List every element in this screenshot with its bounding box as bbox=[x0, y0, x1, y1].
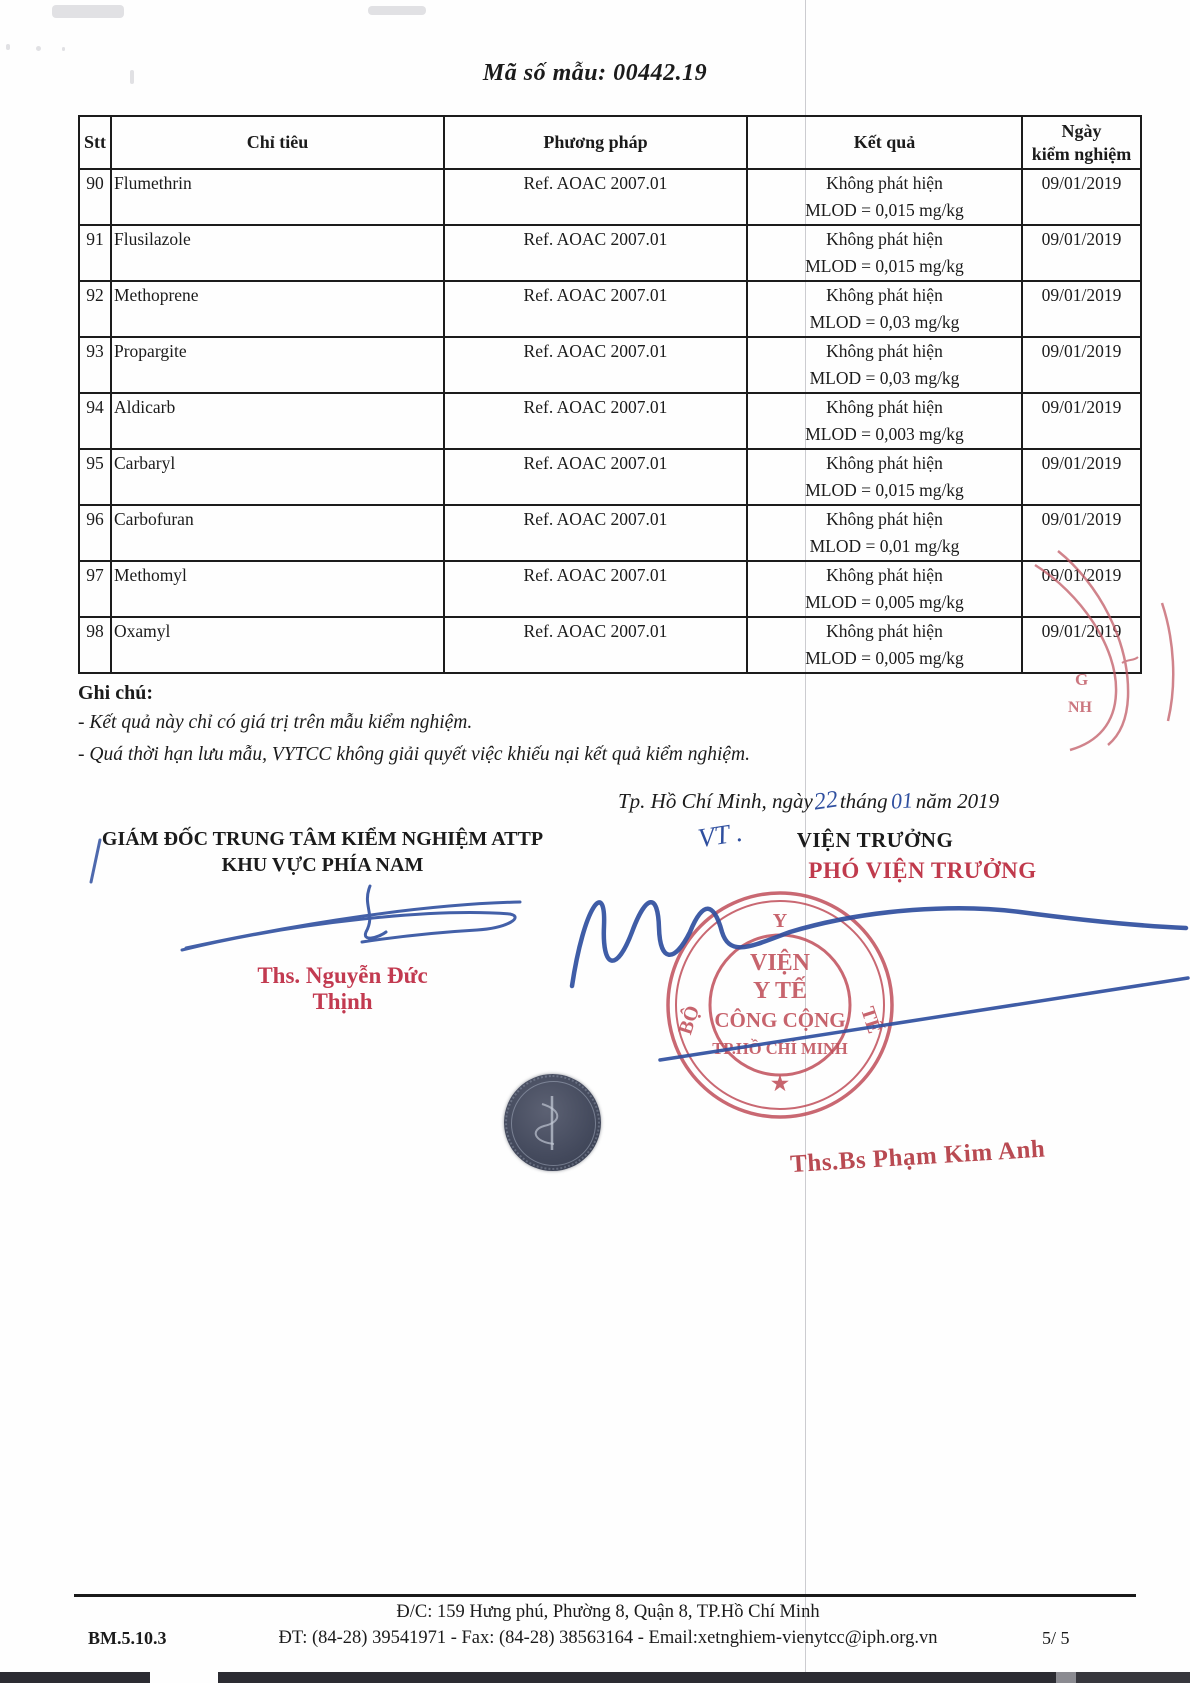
scan-edge-bar bbox=[1076, 1672, 1190, 1683]
date-cell: 09/01/2019 bbox=[1022, 337, 1141, 393]
scan-edge-bar bbox=[218, 1672, 1056, 1683]
scan-speck bbox=[62, 47, 65, 51]
scan-smudge bbox=[368, 6, 426, 15]
stt-cell: 92 bbox=[79, 281, 111, 337]
partial-stamp-letters: G bbox=[1075, 670, 1089, 689]
method-cell: Ref. AOAC 2007.01 bbox=[444, 393, 747, 449]
signature-stroke bbox=[186, 902, 520, 948]
result-cell bbox=[747, 337, 1022, 393]
result-detected: Không phát hiện bbox=[826, 621, 943, 641]
method-cell: Ref. AOAC 2007.01 bbox=[444, 337, 747, 393]
criteria-cell: Carbofuran bbox=[111, 505, 444, 561]
stamp-line4: TP.HỒ CHÍ MINH bbox=[712, 1039, 848, 1058]
result-mlod: MLOD = 0,003 mg/kg bbox=[805, 424, 964, 444]
table-row bbox=[79, 393, 1141, 449]
date-cell: 09/01/2019 bbox=[1022, 617, 1141, 673]
result-detected: Không phát hiện bbox=[826, 565, 943, 585]
method-cell: Ref. AOAC 2007.01 bbox=[444, 617, 747, 673]
criteria-cell: Oxamyl bbox=[111, 617, 444, 673]
notes-title: Ghi chú: bbox=[78, 682, 154, 704]
result-detected: Không phát hiện bbox=[826, 397, 943, 417]
header-date-line2: kiểm nghiệm bbox=[1031, 143, 1132, 164]
note-item: - Kết quả này chỉ có giá trị trên mẫu kiểm nghiệm. bbox=[78, 712, 473, 733]
criteria-cell: Methoprene bbox=[111, 281, 444, 337]
stt-cell: 98 bbox=[79, 617, 111, 673]
signing-date-line bbox=[618, 788, 1138, 815]
scan-speck bbox=[6, 44, 10, 50]
stt-cell: 91 bbox=[79, 225, 111, 281]
partial-red-stamp bbox=[980, 515, 1190, 750]
scan-smudge bbox=[52, 5, 124, 18]
stt-cell: 90 bbox=[79, 169, 111, 225]
result-detected: Không phát hiện bbox=[826, 229, 943, 249]
criteria-cell: Propargite bbox=[111, 337, 444, 393]
date-mid: tháng bbox=[839, 789, 888, 813]
stamp-line1: VIỆN bbox=[749, 950, 811, 976]
result-cell bbox=[747, 393, 1022, 449]
result-cell bbox=[747, 225, 1022, 281]
criteria-cell: Flumethrin bbox=[111, 169, 444, 225]
table-row bbox=[79, 281, 1141, 337]
handwritten-month: 01 bbox=[889, 787, 914, 814]
stamp-ring-top: Y bbox=[772, 910, 788, 932]
signature-stroke bbox=[660, 978, 1188, 1060]
handwritten-vt: VT . bbox=[695, 816, 745, 854]
scan-edge-bar bbox=[1056, 1672, 1076, 1683]
left-title-line2: KHU VỰC PHÍA NAM bbox=[221, 854, 424, 877]
table-header-row bbox=[79, 116, 1141, 169]
method-cell: Ref. AOAC 2007.01 bbox=[444, 561, 747, 617]
date-suffix: năm 2019 bbox=[915, 789, 1000, 813]
partial-stamp-letters: NH bbox=[1068, 699, 1092, 716]
header-stt: Stt bbox=[79, 116, 111, 169]
date-prefix: Tp. Hồ Chí Minh, ngày bbox=[618, 789, 813, 813]
result-mlod: MLOD = 0,005 mg/kg bbox=[805, 648, 964, 668]
handwritten-day: 22 bbox=[812, 786, 840, 816]
result-cell bbox=[747, 449, 1022, 505]
method-cell: Ref. AOAC 2007.01 bbox=[444, 281, 747, 337]
stamp-ring-right: TẾ bbox=[856, 1004, 886, 1037]
footer-address: Đ/C: 159 Hưng phú, Phường 8, Quận 8, TP.Hồ Chí Minh bbox=[396, 1602, 820, 1622]
stamp-line3: CÔNG CỘNG bbox=[714, 1008, 846, 1032]
institute-seal bbox=[504, 1074, 601, 1171]
stt-cell: 96 bbox=[79, 505, 111, 561]
table-row bbox=[79, 225, 1141, 281]
header-method: Phương pháp bbox=[444, 116, 747, 169]
result-detected: Không phát hiện bbox=[826, 341, 943, 361]
header-criteria: Chỉ tiêu bbox=[111, 116, 444, 169]
date-cell: 09/01/2019 bbox=[1022, 505, 1141, 561]
date-cell: 09/01/2019 bbox=[1022, 169, 1141, 225]
note-item: - Quá thời hạn lưu mẫu, VYTCC không giải quyết việc khiếu nại kết quả kiểm nghiệm. bbox=[78, 744, 751, 765]
sample-code-title: Mã số mẫu: 00442.19 bbox=[482, 60, 708, 86]
criteria-cell: Aldicarb bbox=[111, 393, 444, 449]
date-cell: 09/01/2019 bbox=[1022, 225, 1141, 281]
footer-contact: ĐT: (84-28) 39541971 - Fax: (84-28) 38563164 - Email:xetnghiem-vienytcc@iph.org.vn bbox=[278, 1628, 938, 1648]
stt-cell: 93 bbox=[79, 337, 111, 393]
right-signer-name: Ths.Bs Phạm Kim Anh bbox=[789, 1135, 1047, 1179]
header-result: Kết quả bbox=[747, 116, 1022, 169]
date-cell: 09/01/2019 bbox=[1022, 281, 1141, 337]
right-signature-ink bbox=[540, 868, 1190, 1080]
date-cell: 09/01/2019 bbox=[1022, 561, 1141, 617]
page-number: 5/ 5 bbox=[1042, 1628, 1070, 1648]
seal-inner-ring bbox=[511, 1081, 596, 1166]
stt-cell: 94 bbox=[79, 393, 111, 449]
result-detected: Không phát hiện bbox=[826, 173, 943, 193]
date-cell: 09/01/2019 bbox=[1022, 449, 1141, 505]
header-date bbox=[1022, 116, 1141, 169]
result-mlod: MLOD = 0,005 mg/kg bbox=[805, 592, 964, 612]
result-detected: Không phát hiện bbox=[826, 509, 943, 529]
stamp-arc bbox=[1162, 603, 1173, 721]
result-mlod: MLOD = 0,01 mg/kg bbox=[809, 536, 960, 556]
result-cell bbox=[747, 169, 1022, 225]
result-mlod: MLOD = 0,03 mg/kg bbox=[809, 312, 960, 332]
method-cell: Ref. AOAC 2007.01 bbox=[444, 449, 747, 505]
stamp-arc bbox=[1035, 565, 1116, 750]
form-code: BM.5.10.3 bbox=[88, 1628, 167, 1648]
stt-cell: 95 bbox=[79, 449, 111, 505]
left-signer-name: Ths. Nguyễn Đức Thịnh bbox=[257, 963, 428, 1014]
stamp-ring-left: BỘ bbox=[674, 1003, 705, 1038]
table-row bbox=[79, 169, 1141, 225]
right-title-deputy: PHÓ VIỆN TRƯỞNG bbox=[808, 858, 1037, 883]
left-signer-title bbox=[100, 826, 545, 879]
stt-cell: 97 bbox=[79, 561, 111, 617]
criteria-cell: Flusilazole bbox=[111, 225, 444, 281]
method-cell: Ref. AOAC 2007.01 bbox=[444, 505, 747, 561]
result-mlod: MLOD = 0,03 mg/kg bbox=[809, 368, 960, 388]
criteria-cell: Carbaryl bbox=[111, 449, 444, 505]
left-signature-ink bbox=[172, 882, 527, 957]
method-cell: Ref. AOAC 2007.01 bbox=[444, 225, 747, 281]
scan-speck bbox=[36, 46, 41, 51]
right-title-director: VIỆN TRƯỞNG bbox=[796, 828, 954, 852]
header-date-line1: Ngày bbox=[1061, 121, 1102, 141]
method-cell: Ref. AOAC 2007.01 bbox=[444, 169, 747, 225]
scan-edge-bar bbox=[0, 1672, 150, 1683]
result-detected: Không phát hiện bbox=[826, 285, 943, 305]
footer-rule bbox=[74, 1594, 1136, 1597]
table-row bbox=[79, 337, 1141, 393]
result-detected: Không phát hiện bbox=[826, 453, 943, 473]
result-mlod: MLOD = 0,015 mg/kg bbox=[805, 200, 964, 220]
criteria-cell: Methomyl bbox=[111, 561, 444, 617]
date-cell: 09/01/2019 bbox=[1022, 393, 1141, 449]
table-row bbox=[79, 449, 1141, 505]
stamp-star-icon: ★ bbox=[771, 1073, 789, 1095]
left-title-line1: GIÁM ĐỐC TRUNG TÂM KIỂM NGHIỆM ATTP bbox=[101, 828, 544, 850]
signature-stroke bbox=[572, 902, 1186, 986]
stamp-line2: Y TẾ bbox=[752, 978, 808, 1004]
result-mlod: MLOD = 0,015 mg/kg bbox=[805, 480, 964, 500]
result-mlod: MLOD = 0,015 mg/kg bbox=[805, 256, 964, 276]
result-cell bbox=[747, 281, 1022, 337]
